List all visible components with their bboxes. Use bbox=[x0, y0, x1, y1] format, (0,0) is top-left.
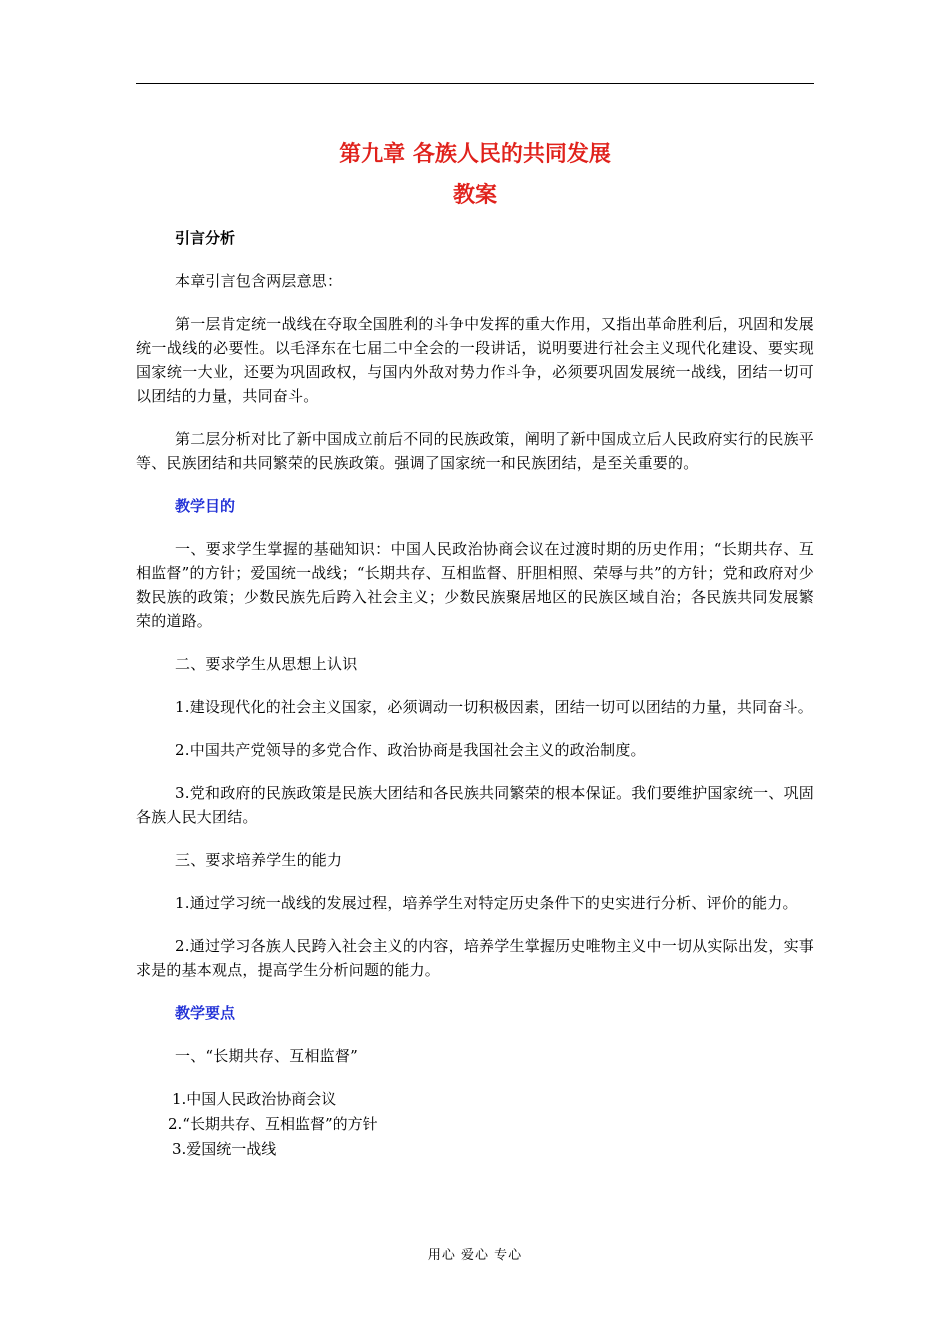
list-item: 3.爱国统一战线 bbox=[172, 1140, 277, 1158]
section-heading-goals: 教学目的 bbox=[175, 497, 236, 515]
list-item: 2.“长期共存、互相监督”的方针 bbox=[168, 1115, 378, 1133]
goals-paragraph-4: 2.中国共产党领导的多党合作、政治协商是我国社会主义的政治制度。 bbox=[175, 741, 646, 759]
intro-paragraph-3: 第二层分析对比了新中国成立前后不同的民族政策，阐明了新中国成立后人民政府实行的民族平等、民族团结和共同繁荣的民族政策。强调了国家统一和民族团结，是至关重要的。 bbox=[136, 430, 814, 472]
chapter-title: 第九章 各族人民的共同发展 bbox=[339, 142, 611, 167]
section-heading-intro: 引言分析 bbox=[175, 229, 236, 247]
list-item: 1.中国人民政治协商会议 bbox=[172, 1090, 337, 1108]
goals-paragraph-8: 2.通过学习各族人民跨入社会主义的内容，培养学生掌握历史唯物主义中一切从实际出发，实事求是的基本观点，提高学生分析问题的能力。 bbox=[136, 937, 814, 979]
key-points-list bbox=[136, 1087, 814, 1162]
document-body bbox=[136, 226, 814, 1162]
key-points-paragraph-1: 一、“长期共存、互相监督” bbox=[175, 1047, 358, 1065]
goals-paragraph-1: 一、要求学生掌握的基础知识：中国人民政治协商会议在过渡时期的历史作用；“长期共存、互相监督”的方针；爱国统一战线；“长期共存、互相监督、肝胆相照、荣辱与共”的方针；党和政府对少数民族的政策；少数民族先后跨入社会主义；少数民族聚居地区的民族区域自治；各民族共同发展繁荣的道路。 bbox=[136, 540, 814, 630]
page-footer: 用心 爱心 专心 bbox=[427, 1248, 523, 1263]
goals-paragraph-6: 三、要求培养学生的能力 bbox=[175, 851, 343, 869]
goals-paragraph-2: 二、要求学生从思想上认识 bbox=[175, 655, 358, 673]
section-heading-key-points: 教学要点 bbox=[175, 1004, 236, 1022]
goals-paragraph-3: 1.建设现代化的社会主义国家，必须调动一切积极因素，团结一切可以团结的力量，共同奋斗。 bbox=[175, 698, 813, 716]
intro-paragraph-2: 第一层肯定统一战线在夺取全国胜利的斗争中发挥的重大作用，又指出革命胜利后，巩固和发展统一战线的必要性。以毛泽东在七届二中全会的一段讲话，说明要进行社会主义现代化建设、要实现国家统一大业，还要为巩固政权，与国内外敌对势力作斗争，必须要巩固发展统一战线，团结一切可以团结的力量，共同奋斗。 bbox=[136, 315, 814, 405]
chapter-subtitle: 教案 bbox=[452, 183, 497, 208]
goals-paragraph-7: 1.通过学习统一战线的发展过程，培养学生对特定历史条件下的史实进行分析、评价的能力。 bbox=[175, 894, 798, 912]
intro-paragraph-1: 本章引言包含两层意思： bbox=[175, 272, 343, 290]
goals-paragraph-5: 3.党和政府的民族政策是民族大团结和各民族共同繁荣的根本保证。我们要维护国家统一、巩固各族人民大团结。 bbox=[136, 784, 814, 826]
header-rule bbox=[136, 83, 814, 84]
